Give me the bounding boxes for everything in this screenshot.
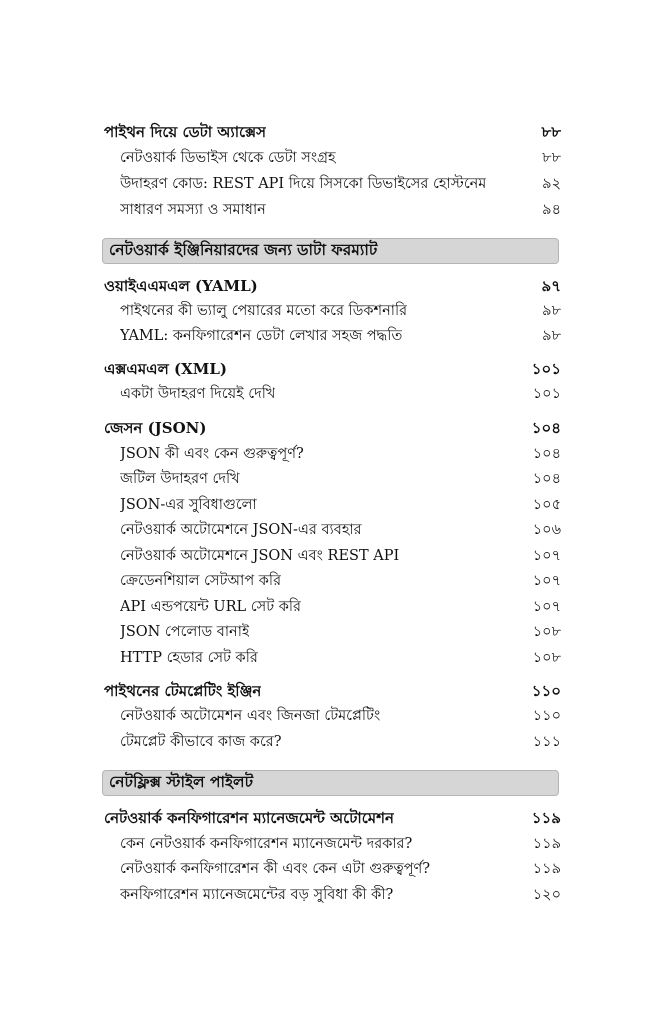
toc-heading[interactable]: [104, 416, 561, 442]
toc-entry[interactable]: [120, 620, 561, 646]
toc-heading[interactable]: [104, 806, 561, 832]
section-band: নেটওয়ার্ক ইঞ্জিনিয়ারদের জন্য ডাটা ফরম্যাট: [102, 238, 559, 264]
entry-title: নেটওয়ার্ক কনফিগারেশন ম্যানেজমেন্ট অটোমেশন: [104, 808, 394, 827]
page-number: ৯৮: [542, 328, 561, 344]
page-number: ১০৪: [532, 471, 561, 487]
page-number: ১০১: [531, 359, 561, 378]
toc-entry[interactable]: [120, 857, 561, 883]
entry-title: এক্সএমএল (XML): [104, 359, 227, 378]
toc-entry[interactable]: [120, 442, 561, 468]
toc-entry[interactable]: [120, 595, 561, 621]
page-number: ১১১: [532, 734, 561, 750]
page-number: ১০৪: [531, 418, 561, 437]
page-number: ১১৯: [532, 861, 561, 877]
toc-entry[interactable]: [120, 324, 561, 350]
page-number: ৮৮: [541, 122, 561, 141]
page-number: ৯৪: [542, 202, 561, 218]
entry-title: কনফিগারেশন ম্যানেজমেন্টের বড় সুবিধা কী কী?: [120, 887, 394, 903]
entry-title: JSON-এর সুবিধাগুলো: [120, 497, 257, 513]
entry-title: পাইথনের টেমপ্লেটিং ইঞ্জিন: [104, 681, 262, 700]
toc-heading[interactable]: [104, 120, 561, 146]
page-number: ১১৯: [532, 836, 561, 852]
entry-title: JSON কী এবং কেন গুরুত্বপূর্ণ?: [120, 446, 304, 462]
page-number: ১০৭: [532, 573, 561, 589]
entry-title: নেটওয়ার্ক ডিভাইস থেকে ডেটা সংগ্রহ: [120, 150, 336, 166]
toc-entry[interactable]: [120, 172, 561, 198]
page-number: ১০৫: [532, 497, 561, 513]
entry-title: টেমপ্লেট কীভাবে কাজ করে?: [120, 734, 282, 750]
page-number: ১০৭: [532, 548, 561, 564]
page-number: ১০১: [532, 386, 561, 402]
page-number: ৯৭: [541, 276, 561, 295]
page-number: ১০৪: [532, 446, 561, 462]
entry-title: পাইথনের কী ভ্যালু পেয়ারের মতো করে ডিকশনারি: [120, 303, 408, 319]
entry-title: নেটওয়ার্ক অটোমেশন এবং জিনজা টেমপ্লেটিং: [120, 708, 381, 724]
entry-title: সাধারণ সমস্যা ও সমাধান: [120, 202, 266, 218]
page-number: ১০৮: [532, 624, 561, 640]
entry-title: জেসন (JSON): [104, 418, 207, 437]
toc-heading[interactable]: [104, 357, 561, 383]
toc-entry[interactable]: [120, 299, 561, 325]
toc-heading[interactable]: [104, 274, 561, 300]
toc-entry[interactable]: [120, 467, 561, 493]
toc-entry[interactable]: [120, 832, 561, 858]
entry-title: নেটওয়ার্ক কনফিগারেশন কী এবং কেন এটা গুরুত্বপূর্ণ?: [120, 861, 431, 877]
toc-entry[interactable]: [120, 730, 561, 756]
page-number: ১০৮: [532, 650, 561, 666]
toc-entry[interactable]: [120, 146, 561, 172]
toc-entry[interactable]: [120, 382, 561, 408]
entry-title: নেটওয়ার্ক অটোমেশনে JSON এবং REST API: [120, 548, 400, 564]
entry-title: YAML: কনফিগারেশন ডেটা লেখার সহজ পদ্ধতি: [120, 328, 403, 344]
page-number: ৯৮: [542, 303, 561, 319]
page-number: ৯২: [542, 176, 561, 192]
entry-title: একটা উদাহরণ দিয়েই দেখি: [120, 386, 276, 402]
toc-entry[interactable]: [120, 544, 561, 570]
page-number: ১১০: [532, 708, 561, 724]
toc-entry[interactable]: [120, 198, 561, 224]
entry-title: API এন্ডপয়েন্ট URL সেট করি: [120, 599, 302, 615]
toc-entry[interactable]: [120, 569, 561, 595]
section-band: নেটফ্লিক্স স্টাইল পাইলট: [102, 770, 559, 796]
entry-title: জটিল উদাহরণ দেখি: [120, 471, 240, 487]
page-number: ১০৬: [532, 522, 561, 538]
page-number: ১১০: [531, 681, 561, 700]
entry-title: JSON পেলোড বানাই: [120, 624, 250, 640]
entry-title: ক্রেডেনশিয়াল সেটআপ করি: [120, 573, 282, 589]
entry-title: পাইথন দিয়ে ডেটা অ্যাক্সেস: [104, 122, 266, 141]
toc-entry[interactable]: [120, 704, 561, 730]
page-number: ১০৭: [532, 599, 561, 615]
entry-title: নেটওয়ার্ক অটোমেশনে JSON-এর ব্যবহার: [120, 522, 362, 538]
entry-title: HTTP হেডার সেট করি: [120, 650, 258, 666]
toc-heading[interactable]: [104, 679, 561, 705]
toc-entry[interactable]: [120, 646, 561, 672]
page-number: ১২০: [532, 887, 561, 903]
page-number: ৮৮: [542, 150, 561, 166]
entry-title: কেন নেটওয়ার্ক কনফিগারেশন ম্যানেজমেন্ট দরকার?: [120, 836, 413, 852]
page-number: ১১৯: [531, 808, 561, 827]
toc-entry[interactable]: [120, 493, 561, 519]
toc-entry[interactable]: [120, 518, 561, 544]
toc-entry[interactable]: [120, 883, 561, 909]
entry-title: ওয়াইএএমএল (YAML): [104, 276, 258, 295]
entry-title: উদাহরণ কোড: REST API দিয়ে সিসকো ডিভাইসের হোস্টনেম: [120, 176, 487, 192]
